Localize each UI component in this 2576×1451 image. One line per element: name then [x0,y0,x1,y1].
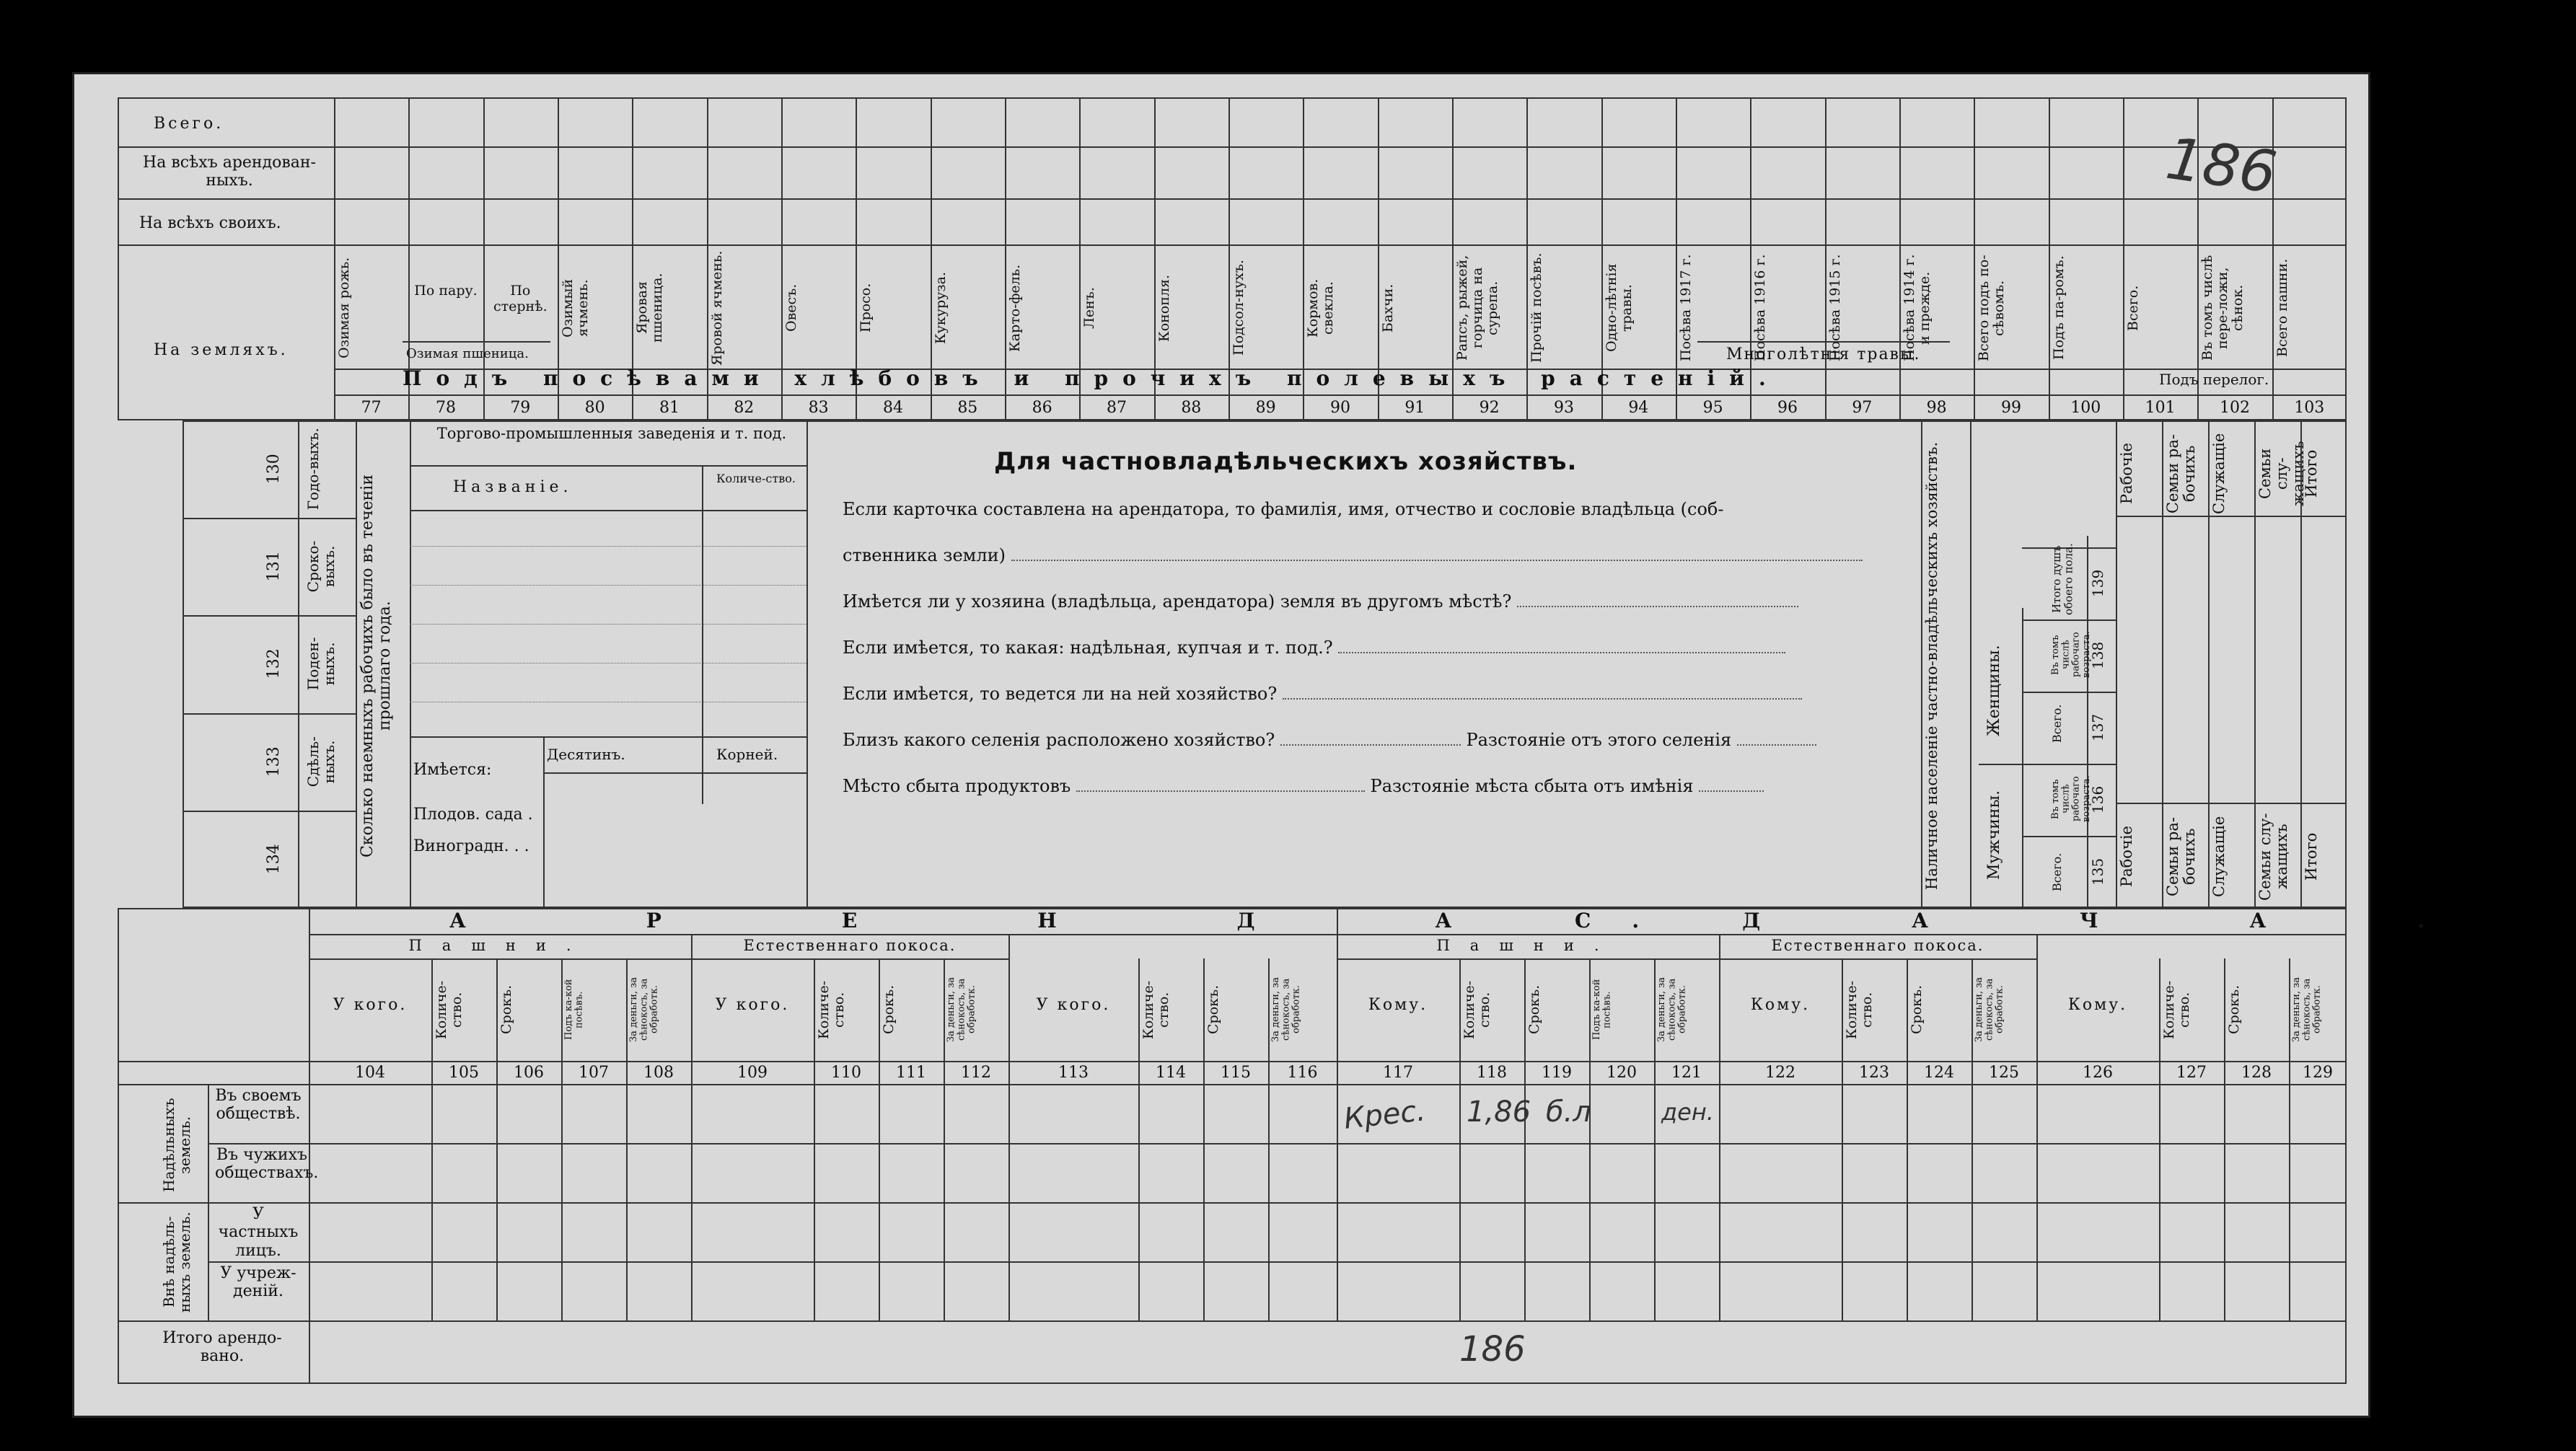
bottom-col-number: 118 [1477,1064,1507,1082]
bottom-col-number: 127 [2176,1064,2207,1082]
pop-row-line [2022,764,2116,765]
top-col-header: Посѣва 1917 г. [1678,254,1694,362]
bottom-col-number: 106 [514,1064,544,1082]
top-col-header: Всего подъ по-сѣвомъ. [1976,255,2008,361]
handwritten-entry-name: Крес. [1342,1094,1428,1136]
top-col-divider [1974,97,1975,420]
staff-col-divider [2254,420,2256,908]
question-land-type: Если имѣется, то какая: надѣльная, купчая и т. под.? [843,638,1785,658]
top-col-header: Яровая пшеница. [634,273,666,343]
handwritten-entry-crop: б.л [1546,1095,1591,1129]
question-farming: Если имѣется, то ведется ли на ней хозяйство? [843,684,1802,705]
bottom-col-number: 114 [1156,1064,1186,1082]
workers-row-line [183,811,356,812]
top-col-header: Подъ па-ромъ. [2050,255,2067,361]
pop-vsego-f: Всего. [2050,704,2064,743]
top-col-header: Ленъ. [1081,287,1098,329]
top-col-header: Озимый ячмень. [560,278,591,338]
bottom-col-header: Подъ ка-кой посѣвъ. [563,979,585,1041]
bottom-col-header: У кого. [1036,996,1111,1014]
trade-qty-header: Количе-ство. [716,472,796,485]
bottom-col-header: Количе-ство. [1461,980,1493,1039]
top-col-header: Въ томъ числѣ пере-ложи, сѣнок. [2199,255,2246,361]
pop-row-line [2022,619,2116,621]
pop-muzhchiny: Мужчины. [1985,790,2003,881]
top-col-number: 99 [2000,399,2021,417]
top-col-number: 97 [1852,399,1873,417]
pop-rab-m: Въ томъ числѣ рабочаго возраста. [2050,775,2092,823]
top-col-divider [1899,97,1901,420]
bottom-group-title: Пашни. [408,937,592,954]
workers-number: 130 [265,454,283,485]
bottom-group-title: Естественнаго покоса. [1771,937,1984,954]
top-col-number: 82 [734,399,755,417]
sdacha-banner: СДАЧА. [1575,909,2576,932]
staff-col-header-top: Рабочіе [2118,443,2135,505]
desyatin-header: Десятинъ. [547,746,625,763]
bottom-col-divider [431,958,433,1320]
trade-row-line [410,546,806,547]
bottom-col-number: 116 [1287,1064,1318,1082]
row-group-nadelnyh: Надѣльныхъ земель. [160,1098,193,1193]
bottom-col-divider [1589,958,1591,1320]
ozimaya-pshenica-label: Озимая пшеница. [406,346,529,361]
top-col-number: 84 [882,399,903,417]
row-u-uchrezh: У учреж-деній. [220,1264,296,1301]
bottom-col-number: 108 [643,1064,674,1082]
workers-label: Годо-выхъ. [304,428,322,511]
pop-itogo: Итого душъ обоего пола. [2050,543,2075,615]
workers-label [305,818,348,901]
top-col-header: Подсол-нухъ. [1231,260,1247,356]
workers-number: 131 [265,551,283,582]
question-owner: Если карточка составлена на арендатора, то фамилія, имя, отчество и сословіе владѣльца (соб- [843,499,1724,519]
bottom-col-number: 122 [1765,1064,1795,1082]
top-col-header: Посѣва 1914 г. и прежде. [1902,254,1933,362]
staff-col-header-top: Итого [2303,449,2320,498]
bottom-col-header: Срокъ. [498,984,514,1035]
row-group-vne-nadelnyh: Внѣ надѣль-ныхъ земель. [160,1212,193,1313]
trade-name-header: Названіе. [453,478,573,496]
pop-number: 139 [2089,569,2106,598]
trade-title: Торгово-промышленныя заведенія и т. под. [436,425,787,442]
bottom-col-divider [814,958,815,1320]
staff-col-header-bottom: Рабочіе [2118,826,2135,888]
bottom-col-header: Количе-ство. [434,980,465,1039]
top-col-number: 79 [510,399,531,417]
top-col-number: 94 [1628,399,1649,417]
top-col-header: Озимая рожь. [336,257,352,359]
workers-row-line [183,713,356,715]
bottom-col-header: У кого. [333,996,408,1014]
workers-row-line [183,615,356,617]
bottom-col-number: 119 [1542,1064,1572,1082]
top-col-number: 86 [1032,399,1052,417]
bottom-col-header: Кому. [2067,996,2128,1014]
bottom-col-number: 104 [355,1064,385,1082]
top-col-number: 98 [1926,399,1947,417]
vinograd-label: Виноградн. . . [413,837,529,855]
staff-col-header-bottom: Служащіе [2210,816,2228,898]
top-col-header: Просо. [858,283,874,333]
workers-label: Сдѣль-ныхъ. [304,736,338,788]
staff-col-header-bottom: Семьи слу-жащихъ [2256,813,2291,901]
pop-number: 138 [2089,641,2106,670]
bottom-col-divider [1654,958,1656,1320]
bottom-col-divider [1907,958,1908,1320]
handwritten-bottom-total: 186 [1459,1329,1526,1370]
private-form [814,428,1917,904]
workers-title: Сколько наемныхъ рабочихъ было въ теченіи прошлаго года. [359,474,395,857]
row-v-svoem: Въ своемъ обществѣ. [215,1087,302,1124]
row-label-vsego: Всего. [154,115,224,133]
question-market: Мѣсто сбыта продуктовъ Разстояніе мѣста сбыта отъ имѣнія [843,777,1764,797]
private-title: Для частновладѣльческихъ хозяйствъ. [994,447,1578,476]
bottom-col-number: 126 [2083,1064,2113,1082]
row-label-arendovannyh: На всѣхъ арендован-ныхъ. [143,154,316,190]
bottom-col-header: Количе-ство. [1140,980,1171,1039]
pop-number: 136 [2089,785,2106,814]
row-itogo: Итого арендо-вано. [162,1329,282,1366]
staff-col-header-top: Семьи слу-жащихъ [2256,441,2308,507]
bottom-col-header: Кому. [1368,996,1428,1014]
trade-row-line [410,585,806,586]
bottom-col-number: 113 [1058,1064,1089,1082]
imeetsya-label: Имѣется: [413,761,492,779]
top-col-header: Конопля. [1156,274,1172,342]
top-col-divider [1825,97,1827,420]
pod-perelog-label: Подъ перелог. [2159,371,2269,388]
bottom-col-number: 120 [1606,1064,1637,1082]
bottom-col-number: 125 [1989,1064,2019,1082]
bottom-col-number: 129 [2303,1064,2333,1082]
bottom-col-header: За деньги, за сѣнокосъ, за обработк. [628,977,660,1043]
pop-zhenshchiny: Женщины. [1985,645,2003,737]
top-col-number: 90 [1329,399,1350,417]
bottom-col-divider [496,958,498,1320]
bottom-group-line [691,958,1008,960]
bottom-col-divider [1268,958,1270,1320]
bottom-col-number: 110 [831,1064,861,1082]
top-col-header: Всего. [2125,285,2141,331]
workers-label: Сроко-выхъ. [304,541,338,593]
bottom-col-divider [2159,958,2160,1320]
staff-col-header-top: Служащіе [2210,433,2228,515]
question-owner-cont: ственника земли) [843,546,1863,566]
bottom-col-header: Количе-ство. [816,980,847,1039]
workers-row-line [183,518,356,519]
top-col-number: 81 [659,399,680,417]
bottom-col-number: 111 [896,1064,926,1082]
top-col-number: 80 [584,399,605,417]
handwritten-entry-qty: 1,86 [1467,1095,1531,1129]
bottom-col-header: Срокъ. [881,984,897,1035]
bottom-group-line [1719,958,2036,960]
top-col-number: 91 [1405,399,1425,417]
bottom-col-divider [1138,958,1140,1320]
bottom-col-number: 121 [1671,1064,1702,1082]
top-col-header: Прочій посѣвъ. [1529,252,1545,363]
bottom-col-divider [626,958,628,1320]
pop-rab-f: Въ томъ числѣ рабочаго возраста. [2050,631,2092,679]
staff-col-header-top: Семьи ра-бочихъ [2164,434,2199,513]
top-col-number: 93 [1553,399,1574,417]
top-col-number: 77 [361,399,382,417]
bottom-col-divider [879,958,880,1320]
top-col-number: 103 [2294,399,2325,417]
bottom-col-header: За деньги, за сѣнокосъ, за обработк. [946,977,977,1043]
top-col-number: 92 [1479,399,1500,417]
bottom-col-number: 107 [579,1064,609,1082]
staff-line [2116,803,2347,804]
top-col-header: Посѣва 1916 г. [1752,254,1769,362]
bottom-group-title: Естественнаго покоса. [743,937,957,954]
top-col-number: 95 [1702,399,1723,417]
pop-number: 137 [2089,713,2106,742]
staff-col-header-bottom: Семьи ра-бочихъ [2164,817,2199,896]
bottom-col-number: 117 [1383,1064,1413,1082]
bottom-col-number: 115 [1221,1064,1251,1082]
top-col-header: Кормов. свекла. [1305,278,1337,338]
row-label-na-zemlyah: На земляхъ. [154,341,289,359]
bottom-group-line [1337,958,1719,960]
staff-col-header-bottom: Итого [2303,832,2320,881]
top-col-header: Посѣва 1915 г. [1827,254,1843,362]
top-col-number: 78 [435,399,456,417]
trade-row-line [410,624,806,625]
bottom-col-header: У кого. [715,996,790,1014]
top-col-header: Рапсъ, рыжей, горчица на сурепа. [1454,255,1500,361]
question-other-land: Имѣется ли у хозяина (владѣльца, арендатора) земля въ другомъ мѣстѣ? [843,592,1798,612]
handwritten-card-number: 186 [2162,124,2281,207]
top-col-number: 85 [957,399,978,417]
bottom-col-header: За деньги, за сѣнокосъ, за обработк. [2291,977,2323,1043]
bottom-col-divider [2289,958,2290,1320]
bottom-col-number: 105 [449,1064,479,1082]
workers-number: 133 [265,746,283,777]
row-v-chuzhih: Въ чужихъ обществахъ. [215,1146,319,1183]
top-col-header: По пару. [414,283,478,299]
bottom-col-header: Срокъ. [1205,984,1221,1035]
bottom-col-divider [1459,958,1461,1320]
top-col-header: Кукуруза. [932,272,949,345]
bottom-col-number: 124 [1924,1064,1954,1082]
bottom-col-header: Срокъ. [2226,984,2242,1035]
bottom-col-divider [1524,958,1526,1320]
bottom-col-number: 128 [2241,1064,2272,1082]
top-col-number: 88 [1181,399,1202,417]
crops-banner: Подъ посѣвами хлѣбовъ и прочихъ полевыхъ растеній. [403,366,1780,390]
top-col-header: Всего пашни. [2274,258,2290,358]
bottom-col-header: За деньги, за сѣнокосъ, за обработк. [1270,977,1302,1043]
pop-row-line [2022,836,2116,837]
bottom-col-divider [561,958,563,1320]
bottom-col-number: 112 [961,1064,991,1082]
pop-number: 135 [2089,857,2106,886]
row-u-chastnyh: У частныхъ лицъ. [218,1205,299,1260]
top-col-number: 96 [1777,399,1798,417]
top-col-number: 102 [2219,399,2250,417]
bottom-col-header: Количе-ство. [2161,980,2192,1039]
bottom-col-header: За деньги, за сѣнокосъ, за обработк. [1656,977,1688,1043]
top-col-number: 83 [808,399,829,417]
bottom-col-header: Срокъ. [1526,984,1542,1035]
top-col-header: По стернѣ. [493,283,548,314]
bottom-col-header: Срокъ. [1909,984,1925,1035]
bottom-col-divider [2224,958,2225,1320]
staff-col-divider [2162,420,2163,908]
top-col-number: 89 [1255,399,1276,417]
mnogoletnie-label: Многолѣтнія травы. [1726,345,1921,363]
row-label-svoih: На всѣхъ своихъ. [139,214,281,232]
bottom-col-header: За деньги, за сѣнокосъ, за обработк. [1974,977,2005,1043]
population-title: Наличное населеніе частно-владѣльческихъ хозяйствъ. [1923,441,1940,890]
bottom-col-number: 123 [1859,1064,1889,1082]
top-col-header: Яровой ячмень. [708,250,725,366]
korney-header: Корней. [716,746,778,763]
question-village: Близъ какого селенія расположено хозяйство? Разстояніе отъ этого селенія [843,731,1816,751]
bottom-col-header: Количе-ство. [1844,980,1875,1039]
staff-col-divider [2300,420,2302,908]
top-col-header: Карто-фель. [1007,264,1023,352]
pop-divider [2087,536,2088,908]
pop-row-line [2022,692,2116,693]
staff-col-divider [2208,420,2210,908]
bottom-group-title: Пашни. [1436,937,1619,954]
top-col-divider [2049,97,2050,420]
pop-vsego-m: Всего. [2050,852,2064,891]
staff-line [2116,516,2347,517]
workers-label: Поден-ныхъ. [304,638,338,691]
census-card [72,72,2576,1418]
pop-sex-line [1979,764,2022,765]
plodov-sada-label: Плодов. сада . [413,806,533,824]
handwritten-entry-pay: ден. [1661,1098,1714,1126]
bottom-col-divider [1971,958,1973,1320]
arenda-banner: АРЕНДА. [449,909,1820,932]
bottom-col-divider [944,958,945,1320]
workers-number: 134 [265,844,283,875]
top-col-number: 101 [2145,399,2176,417]
bottom-col-number: 109 [737,1064,768,1082]
top-col-number: 100 [2070,399,2101,417]
workers-divider [298,420,299,908]
bottom-col-divider [1842,958,1843,1320]
pop-sex-divider [2022,608,2023,908]
top-col-header: Бахчи. [1379,283,1396,332]
top-col-header: Овесъ. [783,283,799,332]
workers-number: 132 [265,648,283,679]
top-col-number: 87 [1106,399,1127,417]
bottom-col-divider [1203,958,1205,1320]
bottom-group-line [309,958,691,960]
top-col-header: Одно-лѣтнія травы. [1603,263,1635,353]
bottom-col-header: Подъ ка-кой посѣвъ. [1591,979,1613,1041]
bottom-col-header: Кому. [1750,996,1811,1014]
top-col-divider [2123,97,2124,420]
